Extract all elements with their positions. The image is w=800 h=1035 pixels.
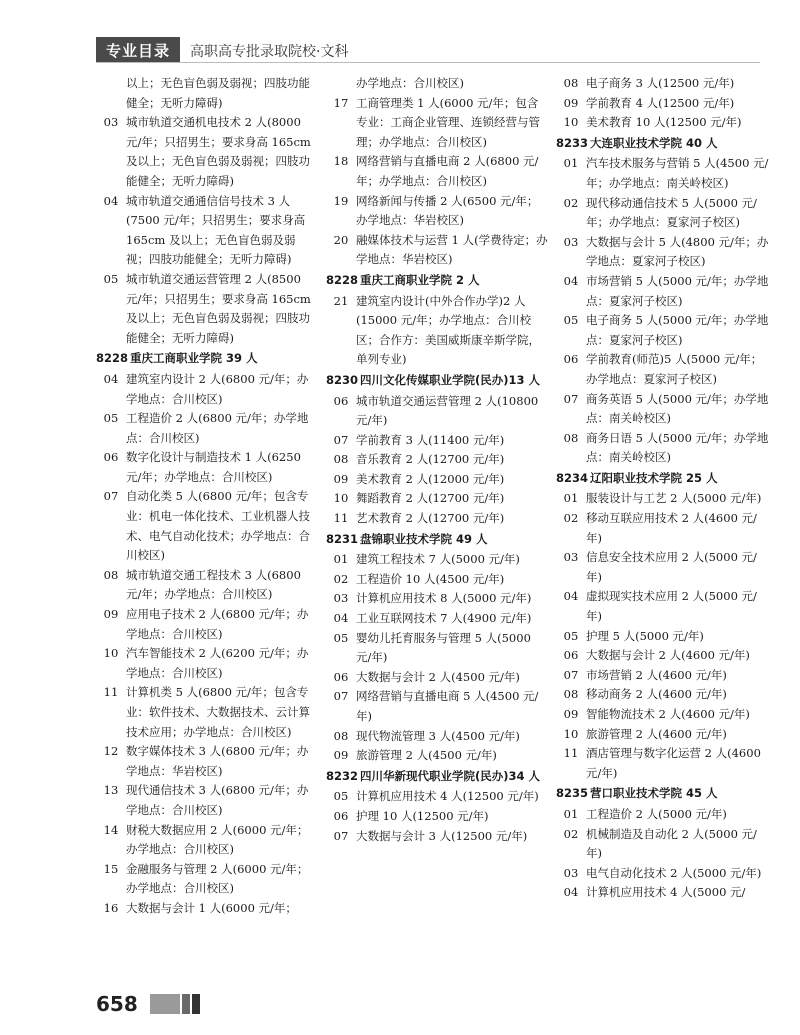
major-number: 03 (563, 865, 579, 880)
school-heading (326, 371, 548, 391)
major-text: 现代物流管理 3 人(4500 元/年) (356, 728, 520, 743)
major-number: 04 (563, 589, 579, 604)
column-3 (556, 74, 772, 964)
section-subtitle: 高职高专批录取院校·文科 (180, 37, 390, 63)
major-number (96, 74, 126, 113)
major-item (556, 233, 772, 272)
major-text: 大数据与会计 5 人(4800 元/年；办学地点：夏家河子校区) (586, 234, 769, 269)
major-item (96, 899, 318, 919)
school-code: 8233 (556, 135, 589, 150)
major-number: 09 (103, 607, 119, 622)
major-text: 城市轨道交通工程技术 3 人(6800 元/年；办学地点：合川校区) (126, 567, 301, 602)
major-item (326, 668, 548, 688)
major-number: 10 (103, 646, 119, 661)
major-number: 01 (563, 491, 579, 506)
major-item (556, 194, 772, 233)
major-item (556, 725, 772, 745)
major-number: 08 (563, 430, 579, 445)
major-number: 03 (563, 550, 579, 565)
major-text: 城市轨道交通运营管理 2 人(10800 元/年) (356, 393, 539, 428)
major-item (326, 687, 548, 726)
school-name: 大连职业技术学院 40 人 (590, 135, 718, 150)
school-heading (326, 271, 548, 291)
major-text: 汽车智能技术 2 人(6200 元/年；办学地点：合川校区) (126, 646, 309, 680)
major-number: 07 (103, 489, 119, 504)
major-item (556, 685, 772, 705)
major-item (326, 231, 548, 270)
major-text: 移动商务 2 人(4600 元/年) (586, 687, 727, 702)
major-text: 网络营销与直播电商 5 人(4500 元/年) (356, 689, 539, 723)
major-number: 06 (563, 352, 579, 367)
school-code: 8232 (326, 768, 359, 783)
page-header (96, 37, 390, 63)
major-number: 05 (563, 313, 579, 328)
footer-bar-decoration (150, 994, 180, 1014)
major-text: 数字化设计与制造技术 1 人(6250 元/年；办学地点：合川校区) (126, 450, 301, 484)
column-2 (326, 74, 548, 964)
major-item (326, 550, 548, 570)
major-text: 护理 5 人(5000 元/年) (586, 628, 704, 643)
major-number: 14 (103, 822, 119, 837)
major-item (326, 589, 548, 609)
major-text: 工程造价 2 人(5000 元/年) (586, 806, 727, 821)
major-number: 10 (333, 491, 349, 506)
major-number: 01 (563, 156, 579, 171)
school-name: 盘锦职业技术学院 49 人 (360, 531, 488, 546)
major-item (326, 470, 548, 490)
school-code: 8228 (326, 272, 359, 287)
major-text: 自动化类 5 人(6800 元/年；包含专业：机电一体化技术、工业机器人技术、电气自动化技术；办学地点：合川校区) (126, 489, 310, 563)
major-text: 工商管理类 1 人(6000 元/年；包含专业：工商企业管理、连锁经营与管理；办学地点：合川校区) (356, 95, 540, 149)
page-footer (96, 992, 202, 1016)
school-code: 8230 (326, 372, 359, 387)
school-name: 四川华新现代职业学院(民办)34 人 (360, 768, 541, 783)
major-text: 建筑工程技术 7 人(5000 元/年) (356, 552, 520, 567)
major-item (556, 805, 772, 825)
major-item (556, 429, 772, 468)
major-number: 04 (563, 273, 579, 288)
footer-bar-decoration (182, 994, 190, 1014)
major-text: 城市轨道交通机电技术 2 人(8000 元/年；只招男生；要求身高 165cm 及以上；无色盲色弱及弱视；四肢功能健全；无听力障碍) (126, 115, 311, 188)
major-item (556, 646, 772, 666)
major-text: 工业互联网技术 7 人(4900 元/年) (356, 611, 532, 626)
major-number: 05 (103, 411, 119, 426)
major-text: 旅游管理 2 人(4500 元/年) (356, 748, 497, 763)
major-number: 05 (333, 630, 349, 645)
major-text: 商务日语 5 人(5000 元/年；办学地点：南关岭校区) (586, 430, 769, 465)
school-heading (556, 134, 772, 154)
major-item (556, 744, 772, 783)
major-number: 05 (333, 789, 349, 804)
major-text: 以上；无色盲色弱及弱视；四肢功能健全；无听力障碍) (126, 76, 310, 110)
school-name: 辽阳职业技术学院 25 人 (590, 470, 718, 485)
major-text: 市场营销 5 人(5000 元/年；办学地点：夏家河子校区) (586, 273, 769, 308)
major-number: 07 (333, 828, 349, 843)
major-number: 01 (563, 806, 579, 821)
school-heading (556, 469, 772, 489)
major-text: 学前教育 3 人(11400 元/年) (356, 432, 505, 447)
major-text: 现代通信技术 3 人(6800 元/年；办学地点：合川校区) (126, 783, 309, 817)
school-name: 四川文化传媒职业学院(民办)13 人 (360, 372, 541, 387)
major-item (326, 450, 548, 470)
major-text: 服装设计与工艺 2 人(5000 元/年) (586, 491, 762, 506)
major-number: 05 (563, 628, 579, 643)
major-text: 学前教育(师范)5 人(5000 元/年；办学地点：夏家河子校区) (586, 352, 763, 386)
school-heading (556, 784, 772, 804)
major-item (326, 609, 548, 629)
major-number: 02 (563, 195, 579, 210)
school-code: 8235 (556, 786, 589, 801)
major-item (326, 74, 548, 94)
major-text: 艺术教育 2 人(12700 元/年) (356, 511, 505, 526)
major-text: 现代移动通信技术 5 人(5000 元/年；办学地点：夏家河子校区) (586, 195, 757, 230)
major-item (326, 787, 548, 807)
major-number: 10 (563, 726, 579, 741)
major-text: 电气自动化技术 2 人(5000 元/年) (586, 865, 762, 880)
major-item (326, 152, 548, 191)
major-text: 计算机应用技术 4 人(12500 元/年) (356, 789, 539, 804)
major-text: 美术教育 2 人(12000 元/年) (356, 471, 505, 486)
major-number: 02 (563, 826, 579, 841)
major-number: 08 (563, 687, 579, 702)
section-tag: 专业目录 (96, 37, 180, 63)
major-number: 09 (563, 707, 579, 721)
major-item (96, 821, 318, 860)
major-number (326, 74, 356, 94)
major-item (556, 509, 772, 548)
major-number: 07 (333, 689, 349, 704)
major-item (326, 94, 548, 153)
major-text: 虚拟现实技术应用 2 人(5000 元/年) (586, 589, 757, 624)
major-number: 13 (103, 783, 119, 798)
major-text: 护理 10 人(12500 元/年) (356, 808, 489, 823)
major-text: 市场营销 2 人(4600 元/年) (586, 667, 727, 682)
school-heading (96, 349, 318, 369)
major-item (556, 489, 772, 509)
major-item (326, 807, 548, 827)
major-text: 计算机应用技术 8 人(5000 元/年) (356, 591, 532, 606)
major-text: 数字媒体技术 3 人(6800 元/年；办学地点：华岩校区) (126, 744, 309, 778)
major-item (556, 666, 772, 686)
major-item (556, 94, 772, 114)
major-text: 电子商务 3 人(12500 元/年) (586, 76, 735, 90)
major-text: 城市轨道交通运营管理 2 人(8500 元/年；只招男生；要求身高 165cm 及以上；无色盲色弱及弱视；四肢功能健全；无听力障碍) (126, 271, 311, 345)
major-text: 计算机应用技术 4 人(5000 元/ (586, 885, 746, 900)
major-number: 11 (563, 746, 579, 761)
school-heading (326, 767, 548, 787)
major-number: 04 (103, 371, 119, 386)
major-item (96, 742, 318, 781)
major-item (326, 431, 548, 451)
major-number: 21 (333, 293, 349, 308)
major-number: 12 (103, 744, 119, 759)
major-number: 11 (103, 685, 119, 700)
major-number: 06 (333, 393, 349, 408)
school-name: 重庆工商职业学院 2 人 (360, 272, 480, 287)
major-item (556, 272, 772, 311)
school-heading (326, 530, 548, 550)
major-number: 16 (103, 900, 119, 915)
major-number: 19 (333, 193, 349, 208)
major-item (96, 566, 318, 605)
major-item (326, 192, 548, 231)
major-text: 融媒体技术与运营 1 人(学费待定；办学地点：华岩校区) (356, 232, 548, 267)
major-text: 城市轨道交通通信信号技术 3 人(7500 元/年；只招男生；要求身高 165cm 及以上；无色盲色弱及弱视；四肢功能健全；无听力障碍) (126, 193, 306, 267)
major-number: 08 (333, 728, 349, 743)
major-text: 舞蹈教育 2 人(12700 元/年) (356, 491, 505, 506)
major-text: 美术教育 10 人(12500 元/年) (586, 115, 742, 130)
major-number: 20 (333, 232, 349, 247)
major-item (556, 311, 772, 350)
major-number: 02 (333, 571, 349, 586)
major-item (326, 509, 548, 529)
major-item (326, 570, 548, 590)
major-number: 06 (333, 669, 349, 684)
column-1 (96, 74, 318, 964)
major-text: 财税大数据应用 2 人(6000 元/年；办学地点：合川校区) (126, 822, 309, 857)
major-number: 06 (333, 808, 349, 823)
major-number: 06 (563, 648, 579, 663)
major-text: 网络新闻与传播 2 人(6500 元/年；办学地点：华岩校区) (356, 193, 539, 228)
major-text: 建筑室内设计 2 人(6800 元/年；办学地点：合川校区) (126, 371, 309, 406)
major-item (556, 864, 772, 884)
major-text: 电子商务 5 人(5000 元/年；办学地点：夏家河子校区) (586, 313, 769, 347)
major-text: 学前教育 4 人(12500 元/年) (586, 95, 735, 110)
major-number: 03 (103, 115, 119, 130)
major-text: 应用电子技术 2 人(6800 元/年；办学地点：合川校区) (126, 607, 309, 641)
major-number: 17 (333, 95, 349, 110)
major-text: 大数据与会计 2 人(4600 元/年) (586, 648, 750, 663)
major-item (556, 548, 772, 587)
major-item (96, 860, 318, 899)
major-text: 工程造价 10 人(4500 元/年) (356, 571, 505, 586)
major-item (556, 390, 772, 429)
major-item (556, 113, 772, 133)
major-item (96, 683, 318, 742)
major-text: 汽车技术服务与营销 5 人(4500 元/年；办学地点：南关岭校区) (586, 156, 769, 190)
major-text: 机械制造及自动化 2 人(5000 元/年) (586, 826, 757, 861)
major-text: 移动互联应用技术 2 人(4600 元/年) (586, 511, 757, 545)
school-name: 重庆工商职业学院 39 人 (130, 351, 258, 366)
major-number: 02 (563, 511, 579, 526)
major-item (326, 727, 548, 747)
major-item (96, 644, 318, 683)
major-item (96, 370, 318, 409)
major-number: 18 (333, 154, 349, 169)
major-item (326, 629, 548, 668)
major-item (326, 292, 548, 370)
major-number: 07 (563, 391, 579, 406)
major-item (556, 154, 772, 193)
major-number: 03 (333, 591, 349, 606)
major-item (96, 270, 318, 348)
major-item (556, 825, 772, 864)
major-text: 大数据与会计 3 人(12500 元/年) (356, 828, 528, 843)
major-text: 婴幼儿托育服务与管理 5 人(5000 元/年) (356, 630, 531, 665)
major-item (556, 883, 772, 903)
major-text: 酒店管理与数字化运营 2 人(4600 元/年) (586, 746, 761, 780)
major-number: 04 (563, 885, 579, 900)
major-text: 大数据与会计 1 人(6000 元/年； (126, 900, 297, 915)
major-number: 08 (333, 452, 349, 467)
major-item (326, 746, 548, 766)
major-item (96, 192, 318, 270)
major-item (96, 113, 318, 191)
major-text: 智能物流技术 2 人(4600 元/年) (586, 707, 750, 721)
major-text: 大数据与会计 2 人(4500 元/年) (356, 669, 520, 684)
major-number: 11 (333, 511, 349, 526)
major-number: 10 (563, 115, 579, 130)
major-text: 商务英语 5 人(5000 元/年；办学地点：南关岭校区) (586, 391, 769, 426)
major-item (96, 74, 318, 113)
major-number: 01 (333, 552, 349, 567)
school-code: 8234 (556, 470, 589, 485)
major-item (326, 392, 548, 431)
major-number: 08 (103, 567, 119, 582)
major-number: 09 (333, 471, 349, 486)
school-code: 8228 (96, 351, 129, 366)
major-number: 03 (563, 234, 579, 249)
major-item (96, 487, 318, 565)
major-number: 05 (103, 271, 119, 286)
major-item (96, 781, 318, 820)
major-item (96, 605, 318, 644)
major-text: 建筑室内设计(中外合作办学)2 人(15000 元/年；办学地点：合川校区；合作方：美国威斯康辛斯学院，单列专业) (356, 293, 540, 367)
major-item (556, 350, 772, 389)
footer-bar-decoration (192, 994, 200, 1014)
major-number: 09 (333, 748, 349, 763)
major-number: 06 (103, 450, 119, 465)
major-number: 07 (333, 432, 349, 447)
major-text: 计算机类 5 人(6800 元/年；包含专业：软件技术、大数据技术、云计算技术应用；办学地点：合川校区) (126, 685, 310, 739)
school-name: 营口职业技术学院 45 人 (590, 786, 718, 801)
page-number: 658 (96, 992, 138, 1016)
header-rule (96, 62, 760, 63)
major-item (326, 489, 548, 509)
major-text: 信息安全技术应用 2 人(5000 元/年) (586, 550, 757, 584)
major-text: 工程造价 2 人(6800 元/年；办学地点：合川校区) (126, 411, 309, 445)
major-number: 07 (563, 667, 579, 682)
major-number: 04 (103, 193, 119, 208)
major-number: 04 (333, 611, 349, 626)
major-item (96, 409, 318, 448)
major-text: 办学地点：合川校区) (356, 76, 464, 90)
major-item (96, 448, 318, 487)
major-item (556, 74, 772, 94)
major-item (556, 587, 772, 626)
major-text: 网络营销与直播电商 2 人(6800 元/年；办学地点：合川校区) (356, 154, 539, 188)
major-text: 旅游管理 2 人(4600 元/年) (586, 726, 727, 741)
major-item (326, 827, 548, 847)
major-number: 09 (563, 95, 579, 110)
major-text: 音乐教育 2 人(12700 元/年) (356, 452, 505, 467)
school-code: 8231 (326, 531, 359, 546)
major-number: 15 (103, 861, 119, 876)
major-item (556, 705, 772, 725)
major-text: 金融服务与管理 2 人(6000 元/年；办学地点：合川校区) (126, 861, 309, 896)
major-number: 08 (563, 76, 579, 90)
major-item (556, 627, 772, 647)
